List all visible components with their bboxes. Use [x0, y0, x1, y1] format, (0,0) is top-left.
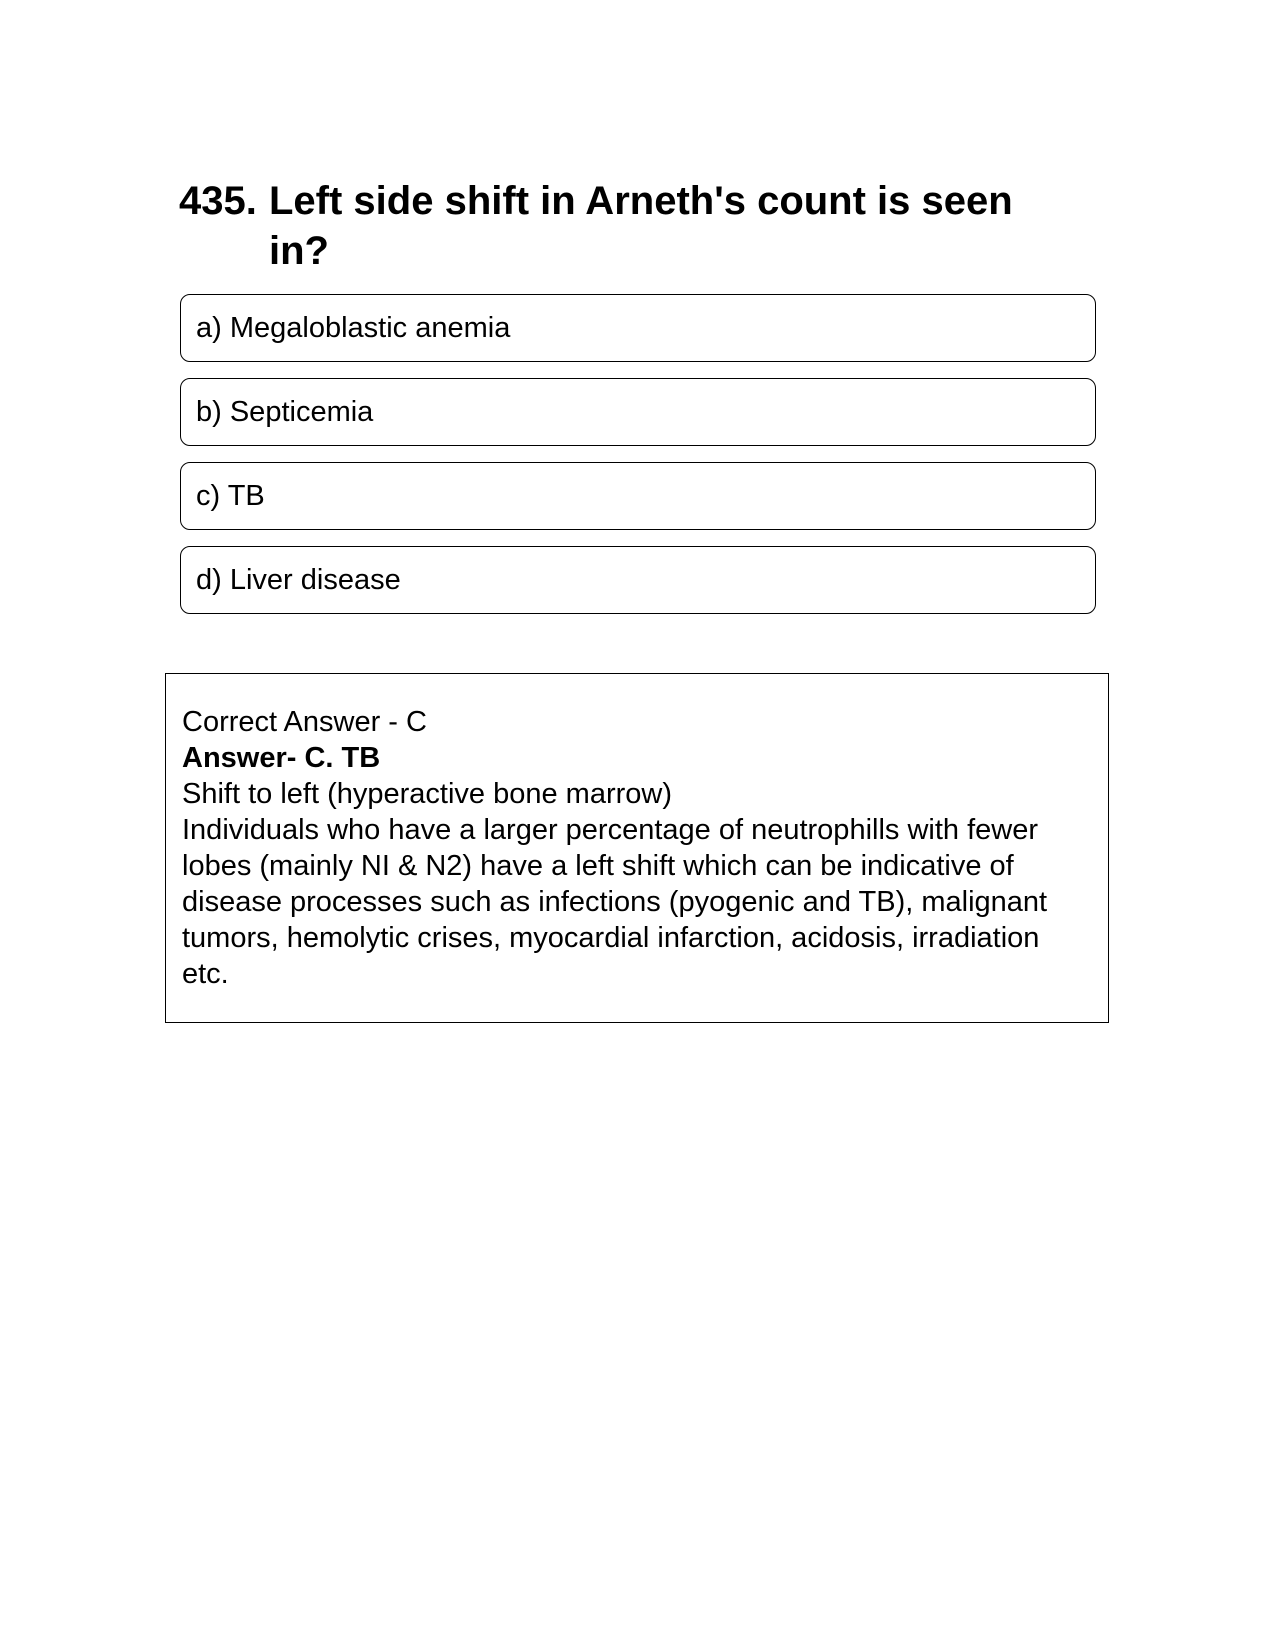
options-list: [180, 294, 1096, 630]
option-c[interactable]: c) TB: [180, 462, 1096, 530]
question-text: Left side shift in Arneth's count is seen in?: [269, 179, 1013, 273]
option-a[interactable]: a) Megaloblastic anemia: [180, 294, 1096, 362]
answer-subheading: Shift to left (hyperactive bone marrow): [182, 778, 672, 810]
answer-explanation-box: [165, 673, 1109, 1023]
option-b[interactable]: b) Septicemia: [180, 378, 1096, 446]
answer-explanation-text: Individuals who have a larger percentage of neutrophills with fewer lobes (mainly NI & N2) have a left shift which can be indicative of disease processes such as infections (pyogenic and TB), malignant tumors, hemolytic crises, myocardial infarction, acidosis, irradiation etc.: [182, 814, 1048, 990]
question-number: 435.: [179, 179, 257, 223]
answer-heading: Answer- C. TB: [182, 742, 381, 774]
correct-answer-line: Correct Answer - C: [182, 706, 427, 738]
option-d[interactable]: d) Liver disease: [180, 546, 1096, 614]
question-heading: [179, 176, 1079, 276]
